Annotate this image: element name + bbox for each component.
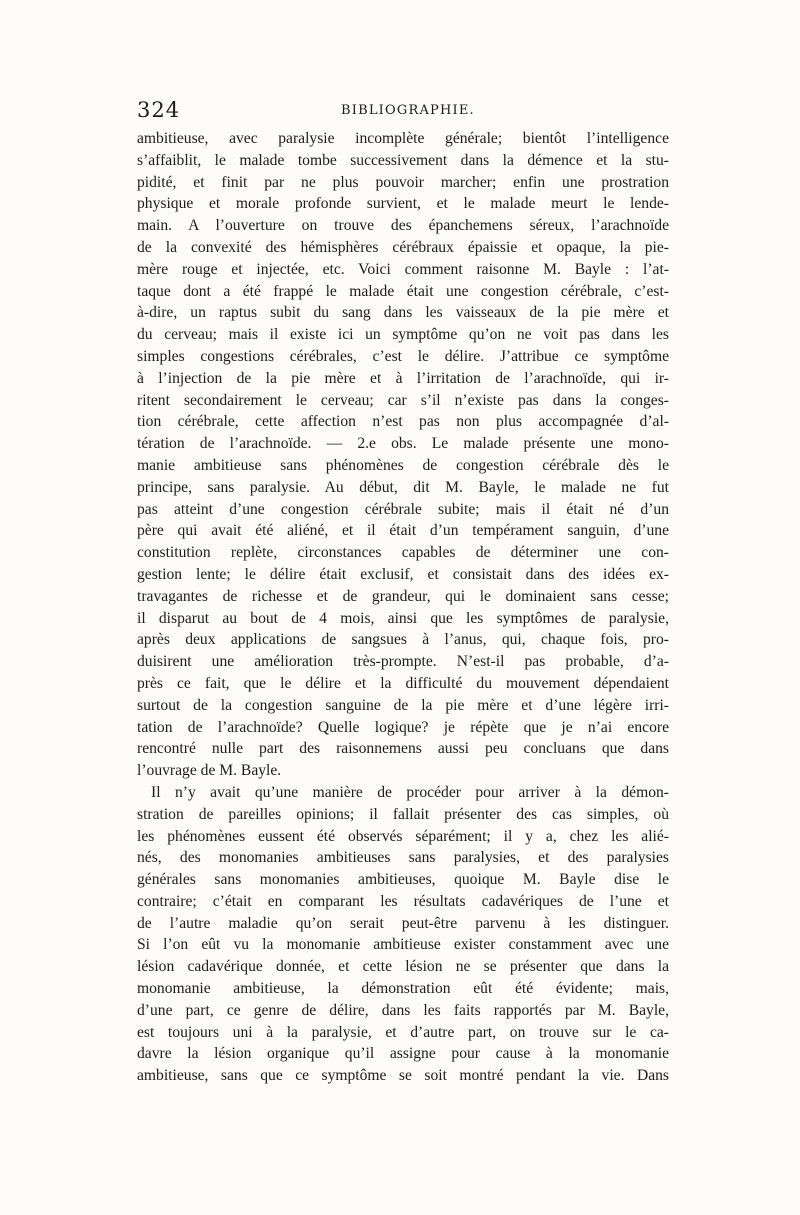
text-line: il disparut au bout de 4 mois, ainsi que les symptômes de paralysie,	[137, 609, 669, 627]
text-line: à l’injection de la pie mère et à l’irritation de l’arachnoïde, qui ir-	[137, 369, 669, 387]
text-line: manie ambitieuse sans phénomènes de congestion cérébrale dès le	[137, 456, 669, 474]
text-line: à-dire, un raptus subit du sang dans les vaisseaux de la pie mère et	[137, 304, 669, 322]
text-line: main. A l’ouverture on trouve des épanchemens séreux, l’arachnoïde	[137, 217, 669, 235]
text-line: tion cérébrale, cette affection n’est pas non plus accompagnée d’al-	[137, 413, 669, 431]
text-line: physique et morale profonde survient, et le malade meurt le lende-	[137, 195, 669, 213]
text-line: s’affaiblit, le malade tombe successivement dans la démence et la stu-	[137, 151, 669, 169]
text-line: de la convexité des hémisphères cérébraux épaissie et opaque, la pie-	[137, 238, 669, 256]
text-line: constitution replète, circonstances capables de déterminer une con-	[137, 544, 669, 562]
text-line: davre la lésion organique qu’il assigne pour cause à la monomanie	[137, 1045, 669, 1063]
text-line: taque dont a été frappé le malade était une congestion cérébrale, c’est-	[137, 282, 669, 300]
text-line: nés, des monomanies ambitieuses sans paralysies, et des paralysies	[137, 849, 669, 867]
text-line: après deux applications de sangsues à l’anus, qui, chaque fois, pro-	[137, 631, 669, 649]
paragraph-end-line: l’ouvrage de M. Bayle.	[137, 762, 282, 780]
text-line: rencontré nulle part des raisonnemens aussi peu concluans que dans	[137, 740, 669, 758]
text-line: lésion cadavérique donnée, et cette lésion ne se présenter que dans la	[137, 958, 669, 976]
running-head: BIBLIOGRAPHIE.	[341, 103, 475, 118]
text-line: ambitieuse, avec paralysie incomplète générale; bientôt l’intelligence	[137, 130, 669, 147]
text-line: générales sans monomanies ambitieuses, quoique M. Bayle dise le	[137, 871, 669, 889]
text-line: pas atteint d’une congestion cérébrale subite; mais il était né d’un	[137, 500, 669, 518]
text-line: de l’autre maladie qu’on serait peut-être parvenu à les distinguer.	[137, 914, 669, 932]
text-line: duisirent une amélioration très-prompte. N’est-il pas probable, d’a-	[137, 653, 669, 671]
body-text	[137, 128, 669, 1087]
text-line: mère rouge et injectée, etc. Voici comment raisonne M. Bayle : l’at-	[137, 260, 669, 278]
text-line: tation de l’arachnoïde? Quelle logique? je répète que je n’ai encore	[137, 718, 669, 736]
text-line: les phénomènes eussent été observés séparément; il y a, chez les alié-	[137, 827, 669, 845]
text-line: près ce fait, que le délire et la difficulté du mouvement dépendaient	[137, 674, 669, 692]
text-line: principe, sans paralysie. Au début, dit M. Bayle, le malade ne fut	[137, 478, 669, 496]
text-line: père qui avait été aliéné, et il était d’un tempérament sanguin, d’une	[137, 522, 669, 540]
text-line: surtout de la congestion sanguine de la pie mère et d’une légère irri-	[137, 696, 669, 714]
text-line: est toujours uni à la paralysie, et d’autre part, on trouve sur le ca-	[137, 1023, 669, 1041]
text-line: pidité, et finit par ne plus pouvoir marcher; enfin une prostration	[137, 173, 669, 191]
text-line: du cerveau; mais il existe ici un symptôme qu’on ne voit pas dans les	[137, 326, 669, 344]
text-line: travagantes de richesse et de grandeur, qui le dominaient sans cesse;	[137, 587, 669, 605]
paragraph-start-line: Il n’y avait qu’une manière de procéder pour arriver à la démon-	[151, 783, 669, 801]
text-line: stration de pareilles opinions; il fallait présenter des cas simples, où	[137, 805, 669, 823]
text-line: Si l’on eût vu la monomanie ambitieuse exister constamment avec une	[137, 936, 669, 954]
page-header	[137, 98, 669, 124]
text-line: monomanie ambitieuse, la démonstration eût été évidente; mais,	[137, 980, 669, 998]
text-line: d’une part, ce genre de délire, dans les faits rapportés par M. Bayle,	[137, 1001, 669, 1019]
text-line: simples congestions cérébrales, c’est le délire. J’attribue ce symptôme	[137, 347, 669, 365]
text-line: contraire; c’était en comparant les résultats cadavériques de l’une et	[137, 892, 669, 910]
page-number: 324	[137, 98, 181, 122]
text-line: ritent secondairement le cerveau; car s’il n’existe pas dans la conges-	[137, 391, 669, 409]
text-line: gestion lente; le délire était exclusif, et consistait dans des idées ex-	[137, 565, 669, 583]
text-line: ambitieuse, sans que ce symptôme se soit montré pendant la vie. Dans	[137, 1067, 669, 1085]
text-line: tération de l’arachnoïde. — 2.e obs. Le malade présente une mono-	[137, 435, 669, 453]
